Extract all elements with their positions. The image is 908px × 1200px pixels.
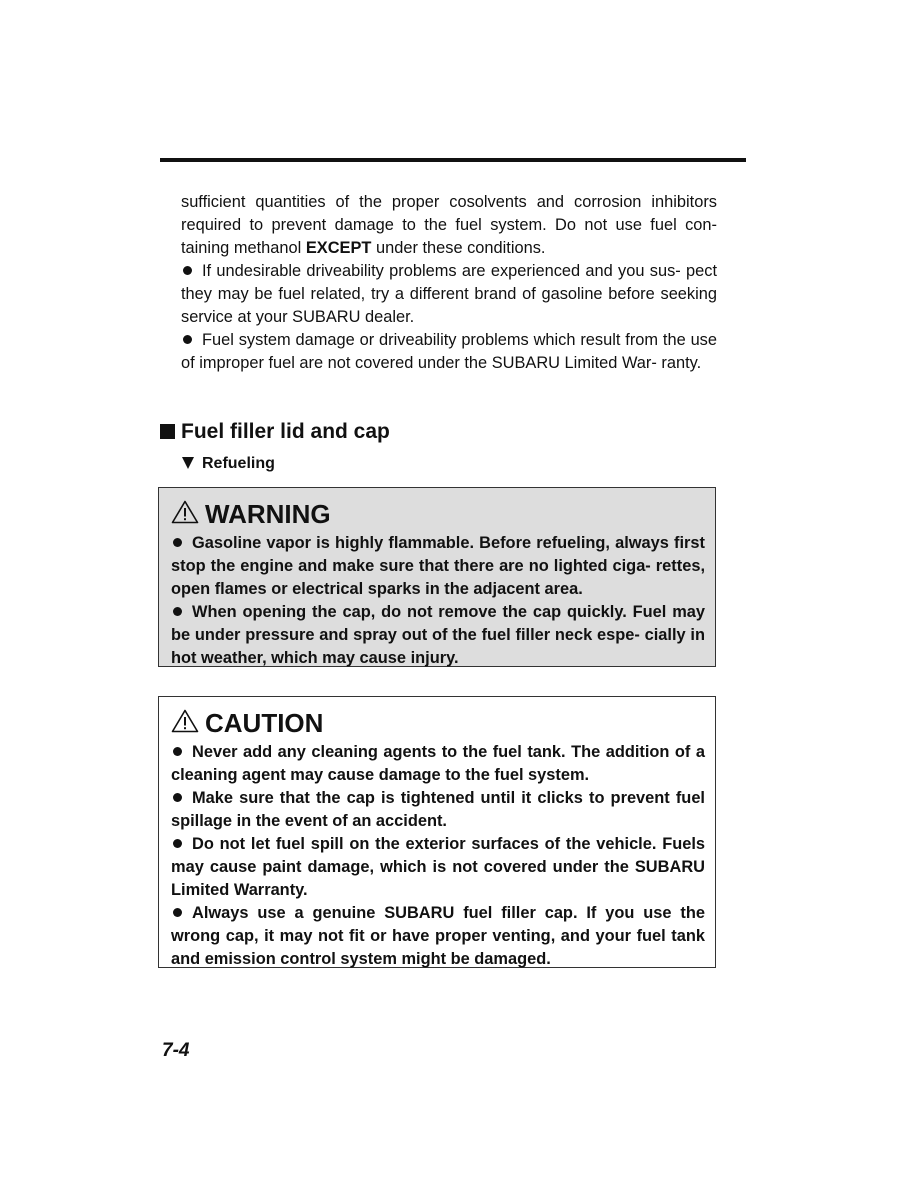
intro-paragraph-bold: EXCEPT <box>305 239 372 257</box>
caution-bullet-text: Never add any cleaning agents to the fuel tank. The addition of a cleaning agent may cause damage to the fuel system. <box>171 743 705 784</box>
sub-heading <box>182 455 275 473</box>
intro-paragraph-end: under these conditions. <box>371 239 546 257</box>
warning-title-text: WARNING <box>205 499 331 529</box>
bullet-icon <box>173 607 182 616</box>
bullet-icon <box>173 793 182 802</box>
intro-bullet-text: If undesirable driveability problems are experienced and you sus- pect they may be fuel related, try a different brand of gasoline before seeking service at your SUBARU dealer. <box>181 262 717 326</box>
warning-bullet <box>171 601 705 670</box>
bullet-icon <box>173 747 182 756</box>
intro-bullet <box>181 329 717 375</box>
intro-paragraph-start: sufficient quantities of the proper cosolvents and corrosion inhibitors required to prevent damage to the fuel system. Do not use fuel con- taining methanol <box>181 193 717 257</box>
caution-body <box>171 741 705 971</box>
caution-title-text: CAUTION <box>205 708 324 738</box>
caution-box <box>158 696 716 968</box>
caution-bullet <box>171 787 705 833</box>
warning-body <box>171 532 705 670</box>
caution-bullet <box>171 741 705 787</box>
sub-heading-text: Refueling <box>202 455 275 472</box>
warning-bullet-text: When opening the cap, do not remove the cap quickly. Fuel may be under pressure and spray out of the fuel filler neck espe- cially in hot weather, which may cause injury. <box>171 603 705 667</box>
section-heading-text: Fuel filler lid and cap <box>181 420 390 443</box>
page-number: 7-4 <box>162 1040 190 1061</box>
bullet-icon <box>173 908 182 917</box>
black-square-icon <box>160 424 175 439</box>
bullet-icon <box>173 538 182 547</box>
intro-paragraph <box>181 191 717 260</box>
bullet-icon <box>183 335 192 344</box>
warning-triangle-icon <box>171 500 199 524</box>
section-heading <box>160 420 390 444</box>
warning-bullet <box>171 532 705 601</box>
caution-bullet-text: Make sure that the cap is tightened until it clicks to prevent fuel spillage in the event of an accident. <box>171 789 705 830</box>
intro-bullet <box>181 260 717 329</box>
caution-bullet-text: Always use a genuine SUBARU fuel filler cap. If you use the wrong cap, it may not fit or have proper venting, and your fuel tank and emission control system might be damaged. <box>171 904 705 968</box>
warning-bullet-text: Gasoline vapor is highly flammable. Before refueling, always first stop the engine and make sure that there are no lighted ciga- rettes, open flames or electrical sparks in the adjacent area. <box>171 534 705 598</box>
intro-bullet-text: Fuel system damage or driveability problems which result from the use of improper fuel are not covered under the SUBARU Limited War- ranty. <box>181 331 717 372</box>
top-divider <box>160 158 746 162</box>
caution-bullet <box>171 833 705 902</box>
caution-bullet <box>171 902 705 971</box>
bullet-icon <box>173 839 182 848</box>
warning-triangle-icon <box>171 709 199 733</box>
warning-title <box>171 496 705 532</box>
caution-title <box>171 705 705 741</box>
intro-text <box>181 191 717 375</box>
triangle-down-icon <box>182 457 194 469</box>
warning-box <box>158 487 716 667</box>
caution-bullet-text: Do not let fuel spill on the exterior surfaces of the vehicle. Fuels may cause paint damage, which is not covered under the SUBARU Limited Warranty. <box>171 835 705 899</box>
bullet-icon <box>183 266 192 275</box>
